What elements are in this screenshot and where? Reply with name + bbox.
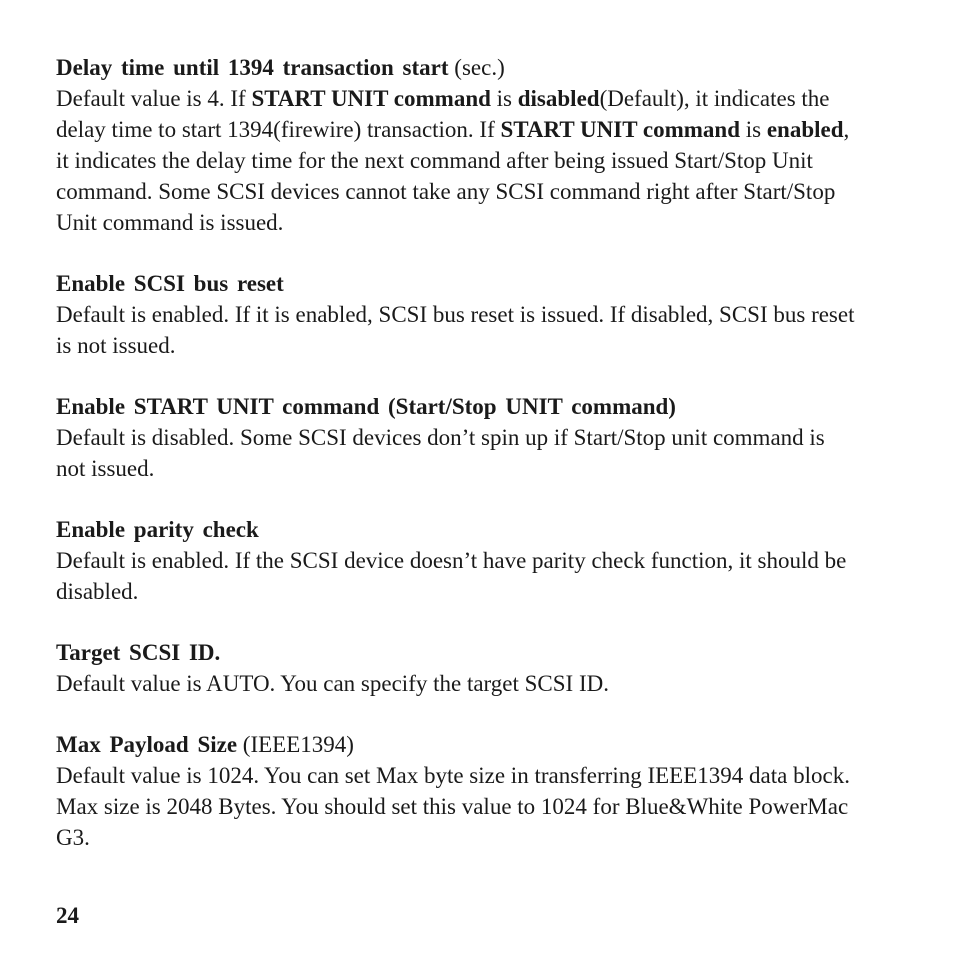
page-number: 24	[56, 903, 79, 928]
section-body: Default value is 1024. You can set Max byte size in transferring IEEE1394 data block. Max size is 2048 Bytes. You should set this value to 1024 for Blue&White PowerMac G3.	[56, 763, 850, 850]
section-title-suffix: (IEEE1394)	[242, 732, 354, 757]
section-title: Delay time until 1394 transaction start	[56, 55, 449, 80]
section-heading	[56, 637, 856, 668]
body-text-run: Default value is 4. If	[56, 86, 252, 111]
body-text-run: (Default), it indicates the delay time to start 1394(firewire) transaction. If	[56, 86, 830, 142]
section-title: Enable SCSI bus reset	[56, 271, 284, 296]
section-delay-time	[56, 52, 856, 238]
section-title: Enable parity check	[56, 517, 259, 542]
section-title: Max Payload Size	[56, 732, 238, 757]
body-text-run: is	[490, 86, 518, 111]
body-text-run: is	[739, 117, 767, 142]
section-body: Default is enabled. If it is enabled, SCSI bus reset is issued. If disabled, SCSI bus reset is not issued.	[56, 302, 855, 358]
section-body: Default value is AUTO. You can specify the target SCSI ID.	[56, 671, 609, 696]
body-bold-run: disabled	[517, 86, 600, 111]
body-bold-run: enabled	[766, 117, 844, 142]
section-body: Default is disabled. Some SCSI devices don’t spin up if Start/Stop unit command is not issued.	[56, 425, 825, 481]
section-max-payload-size	[56, 729, 856, 853]
section-start-unit-command	[56, 391, 856, 484]
section-body: Default is enabled. If the SCSI device doesn’t have parity check function, it should be disabled.	[56, 548, 847, 604]
section-title: Target SCSI ID.	[56, 640, 221, 665]
section-target-scsi-id	[56, 637, 856, 699]
section-body	[56, 83, 856, 238]
section-parity-check	[56, 514, 856, 607]
section-heading	[56, 268, 856, 299]
section-heading	[56, 52, 856, 83]
section-title-suffix: (sec.)	[454, 55, 505, 80]
body-bold-run: START UNIT command	[251, 86, 491, 111]
document-page	[56, 52, 856, 883]
body-text-run: , it indicates the delay time for the next command after being issued Start/Stop Unit command. Some SCSI devices cannot take any SCSI command right after Start/Stop Unit command is issued.	[56, 117, 850, 235]
section-heading	[56, 729, 856, 760]
section-heading	[56, 391, 856, 422]
body-bold-run: START UNIT command	[500, 117, 740, 142]
section-title: Enable START UNIT command (Start/Stop UNIT command)	[56, 394, 676, 419]
section-heading	[56, 514, 856, 545]
section-scsi-bus-reset	[56, 268, 856, 361]
